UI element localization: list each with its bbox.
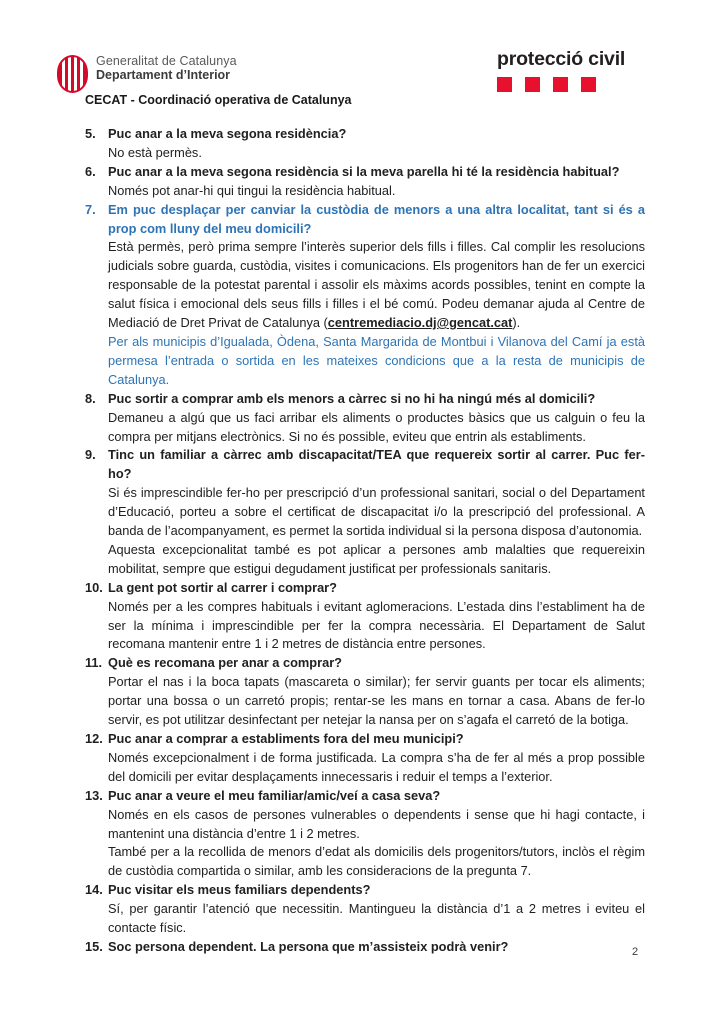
generalitat-shield-logo-icon: [57, 55, 88, 93]
faq-number: 6.: [85, 163, 96, 179]
faq-number: 8.: [85, 390, 96, 406]
faq-answer: [85, 238, 645, 333]
faq-number: 12.: [85, 731, 103, 746]
answer-text: Portar el nas i la boca tapats (mascareta o similar); fer servir guants per tocar els aliments; portar una bossa o un carretó propis; rentar-se les mans en tornar a casa. Abans de fer-lo servir, es pot utilitzar desinfectant per netejar la nansa per on s’agafa el carretó de la botiga.: [108, 674, 645, 728]
faq-answer: [85, 333, 645, 390]
faq-answer: [85, 749, 645, 787]
faq-number: 14.: [85, 882, 103, 898]
answer-text: No està permès.: [108, 144, 202, 160]
department-name: Departament d’Interior: [96, 68, 231, 82]
faq-item: [85, 881, 645, 938]
faq-item: [85, 446, 645, 578]
page-number: 2: [632, 946, 639, 958]
faq-question: 5. Puc anar a la meva segona residència?: [85, 125, 645, 144]
answer-text: Demaneu a algú que us faci arribar els aliments o productes bàsics que us calguin o feu la compra per mitjans electrònics. Si no és possible, eviteu que entrin als establiments.: [108, 409, 645, 444]
answer-text: Només excepcionalment i de forma justificada. La compra s’ha de fer al més a prop possible del domicili per evitar desplaçaments innecessaris i reduir el temps a l’exterior.: [108, 749, 645, 784]
faq-question: 9. Tinc un familiar a càrrec amb discapacitat/TEA que requereix sortir al carrer. Puc fer-ho?: [85, 447, 645, 482]
answer-text: Si és imprescindible fer-ho per prescripció d’un professional sanitari, social o del Departament d’Educació, porteu a sobre el certificat de discapacitat i/o la prescripció del professional. A banda de l’acompanyament, es permet la sortida individual si la persona disposa d’autonomia.: [108, 485, 645, 539]
red-square-icon: [497, 77, 512, 92]
faq-answer: [85, 806, 645, 844]
answer-text: Per als municipis d’Igualada, Òdena, Santa Margarida de Montbui i Vilanova del Camí ja està permesa l’entrada o sortida en les mateixes condicions que a la resta de municipis de Catalunya.: [108, 333, 645, 387]
faq-answer: [85, 484, 645, 541]
faq-item: [85, 730, 645, 787]
faq-question: 10. La gent pot sortir al carrer i comprar?: [85, 579, 645, 598]
faq-answer: [85, 182, 645, 201]
faq-item: [85, 390, 645, 447]
faq-item: [85, 787, 645, 882]
red-square-icon: [581, 77, 596, 92]
faq-question: 8. Puc sortir a comprar amb els menors a càrrec si no hi ha ningú més al domicili?: [85, 390, 645, 409]
faq-item: [85, 938, 645, 957]
faq-number: 7.: [85, 201, 96, 217]
answer-text: Aquesta excepcionalitat també es pot aplicar a persones amb malalties que requereixin mobilitat, sempre que estigui degudament justificat per professionals sanitaris.: [108, 541, 645, 576]
faq-list: [85, 125, 645, 957]
faq-number: 15.: [85, 938, 103, 954]
document-title: CECAT - Coordinació operativa de Catalunya: [85, 93, 352, 107]
faq-answer: [85, 673, 645, 730]
answer-text: Només pot anar-hi qui tingui la residència habitual.: [108, 182, 396, 198]
answer-text: Només per a les compres habituals i evitant aglomeracions. L’estada dins l’establiment ha de ser la mínima i imprescindible per fer la compra necessària. El Departament de Salut recomana mantenir entre 1 i 2 metres de distància entre persones.: [108, 598, 645, 652]
faq-question: 7. Em puc desplaçar per canviar la custòdia de menors a una altra localitat, tant si és a prop com lluny del meu domicili?: [85, 201, 645, 236]
red-square-icon: [553, 77, 568, 92]
answer-text: Només en els casos de persones vulnerables o dependents i sense que hi hagi contacte, i mantenint una distància d’entre 1 i 2 metres.: [108, 806, 645, 841]
faq-answer: [85, 598, 645, 655]
faq-question: 11. Què es recomana per anar a comprar?: [85, 654, 645, 673]
answer-text: ).: [512, 315, 521, 331]
answer-text: Sí, per garantir l’atenció que necessitin. Mantingueu la distància d’1 a 2 metres i eviteu el contacte físic.: [108, 901, 645, 936]
faq-answer: [85, 541, 645, 579]
proteccio-civil-squares-icon: [497, 77, 596, 92]
faq-number: 5.: [85, 126, 96, 141]
proteccio-civil-logo: protecció civil: [497, 48, 626, 70]
faq-number: 13.: [85, 787, 103, 803]
faq-item: [85, 163, 645, 201]
red-square-icon: [525, 77, 540, 92]
faq-question: 15. Soc persona dependent. La persona que m’assisteix podrà venir?: [85, 938, 645, 957]
answer-text: També per a la recollida de menors d’edat als domicilis dels progenitors/tutors, inclòs el règim de custòdia compartida o similar, amb les consideracions de la pregunta 7.: [108, 844, 645, 879]
faq-answer: [85, 843, 645, 881]
faq-number: 10.: [85, 579, 103, 595]
faq-answer: [85, 900, 645, 938]
faq-item: [85, 125, 645, 163]
faq-question: 6. Puc anar a la meva segona residència si la meva parella hi té la residència habitual?: [85, 163, 645, 182]
email-link[interactable]: centremediacio.dj@gencat.cat: [327, 315, 513, 331]
faq-item: [85, 654, 645, 730]
faq-item: [85, 579, 645, 655]
faq-number: 9.: [85, 447, 96, 463]
faq-answer: [85, 144, 645, 163]
faq-item: [85, 201, 645, 390]
faq-question: 13. Puc anar a veure el meu familiar/amic/veí a casa seva?: [85, 787, 645, 806]
faq-number: 11.: [85, 655, 103, 671]
faq-answer: [85, 409, 645, 447]
faq-question: 14. Puc visitar els meus familiars dependents?: [85, 881, 645, 900]
org-name: Generalitat de Catalunya: [96, 54, 237, 68]
answer-text: Està permès, però prima sempre l’interès superior dels fills i filles. Cal complir les resolucions judicials sobre guarda, custòdia, visites i comunicacions. Els progenitors han de fer un exercici responsable de la potestat parental i assolir els màxims acords possibles, tenint en compte la salut física i emocional dels seus fills i filles i el bé comú. Podeu demanar ajuda al Centre de Mediació de Dret Privat de Catalunya (: [108, 239, 645, 331]
faq-question: 12. Puc anar a comprar a establiments fora del meu municipi?: [85, 730, 645, 749]
